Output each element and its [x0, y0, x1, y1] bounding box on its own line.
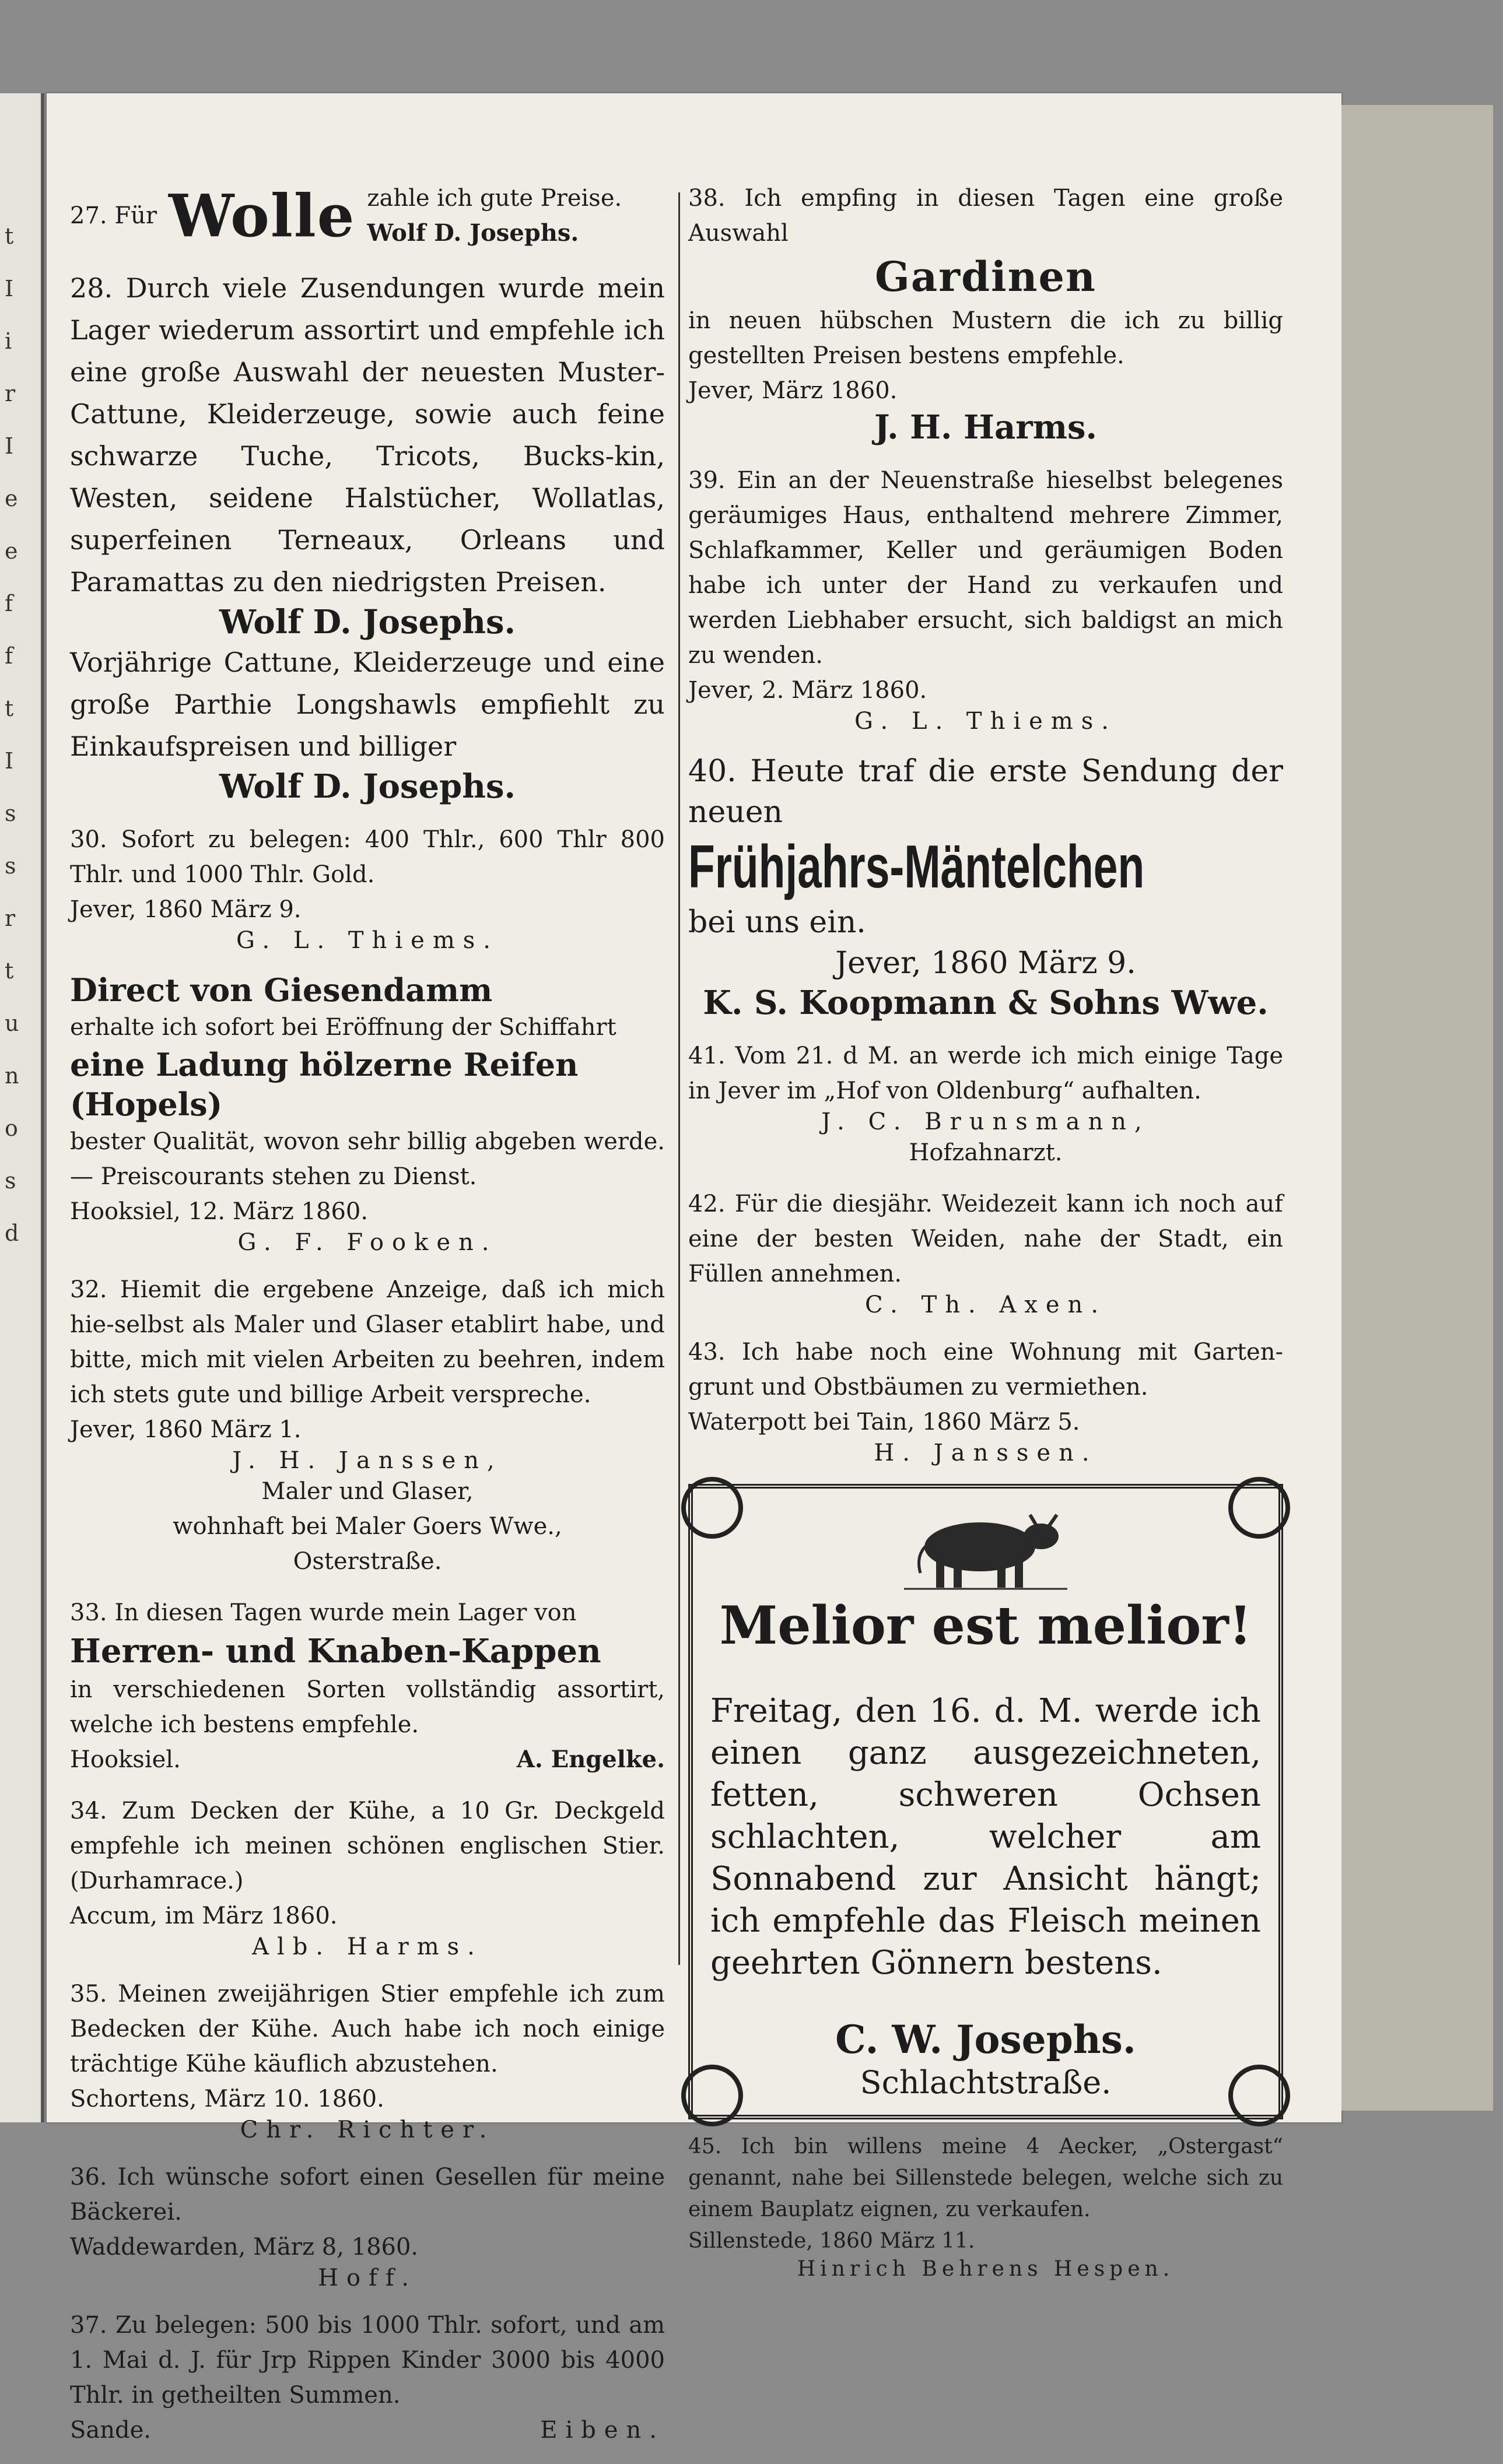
ad-38-date: Jever, März 1860. [688, 377, 898, 404]
ad-33-text-2: in verschiedenen Sorten vollständig assortirt, welche ich bestens empfehle. [70, 1676, 665, 1738]
ad-40-text: 40. Heute traf die erste Sendung der neuen [688, 754, 1283, 830]
ad-45 [688, 2131, 1283, 2281]
ad-27 [70, 181, 665, 251]
ad-44-signature: C. W. Josephs. [835, 2017, 1136, 2062]
ad-32 [70, 1272, 665, 1579]
ad-32-date: Jever, 1860 März 1. [70, 1416, 302, 1443]
left-column [70, 181, 665, 2464]
page-edge [1341, 105, 1493, 2111]
spine-letter: f [5, 591, 13, 616]
ad-34-date: Accum, im März 1860. [70, 1903, 338, 1929]
spine-letter: t [5, 696, 14, 721]
ad-32-line-4: Osterstraße. [293, 1548, 442, 1575]
ad-30 [70, 822, 665, 954]
ad-37-text: 37. Zu belegen: 500 bis 1000 Thlr. sofort, und am 1. Mai d. J. für Jrp Rippen Kinder 3000 bis 4000 Thlr. in getheilten Summen. [70, 2312, 665, 2409]
ad-28-signature-2: Wolf D. Josephs. [219, 767, 516, 806]
adjacent-page-spine [0, 93, 44, 2122]
ad-27-tail: zahle ich gute Preise. [367, 185, 622, 212]
ad-33-text: 33. In diesen Tagen wurde mein Lager von [70, 1599, 577, 1626]
ad-43 [688, 1335, 1283, 1466]
ad-35 [70, 1977, 665, 2143]
spine-letter: n [5, 1063, 19, 1089]
spine-letter: I [5, 748, 14, 774]
ad-40-signature: K. S. Koopmann & Sohns Wwe. [703, 984, 1269, 1022]
ad-34-signature: Alb. Harms. [252, 1933, 483, 1960]
ad-31-text: erhalte ich sofort bei Eröffnung der Schiffahrt [70, 1014, 616, 1041]
ad-31-headline: Direct von Giesendamm [70, 971, 493, 1009]
ad-44-address: Schlachtstraße. [860, 2064, 1112, 2101]
spine-letter: t [5, 958, 14, 984]
spine-letter: u [5, 1010, 19, 1036]
ad-28 [70, 267, 665, 806]
spine-letter: f [5, 643, 13, 669]
ad-45-date: Sillenstede, 1860 März 11. [688, 2229, 975, 2253]
ad-27-headline: Wolle [168, 181, 356, 250]
corner-ornament [1228, 2065, 1290, 2126]
ad-40-date: Jever, 1860 März 9. [835, 946, 1136, 981]
corner-ornament [1228, 1477, 1290, 1539]
ad-39-date: Jever, 2. März 1860. [688, 677, 927, 704]
ad-31-headline-2: eine Ladung hölzerne Reifen (Hopels) [70, 1046, 579, 1123]
ad-37 [70, 2308, 665, 2448]
ad-38-text: 38. Ich empfing in diesen Tagen eine große Auswahl [688, 185, 1283, 247]
newspaper-page [47, 93, 1341, 2444]
ad-39 [688, 463, 1283, 735]
ad-30-signature: G. L. Thiems. [236, 927, 499, 954]
spine-letter: t [5, 223, 14, 249]
spine-letter: r [5, 381, 16, 406]
ad-28-text: 28. Durch viele Zusendungen wurde mein Lager wiederum assortirt und empfehle ich eine große Auswahl der neuesten Muster-Cattune, Kleiderzeuge, sowie auch feine schwarze Tuche, Tricots, Bucks-kin, Westen, seidene Halstücher, Wollatlas, superfeinen Terneaux, Orleans und Paramattas zu den niedrigsten Preisen. [70, 272, 665, 598]
ad-36 [70, 2160, 665, 2291]
spine-letter: e [5, 486, 18, 511]
spine-letter: i [5, 328, 12, 354]
ad-35-signature: Chr. Richter. [240, 2116, 495, 2143]
ad-31-text-2: bester Qualität, wovon sehr billig abgeben werde. — Preiscourants stehen zu Dienst. [70, 1128, 665, 1190]
ad-39-signature: G. L. Thiems. [854, 708, 1117, 735]
spine-letter: I [5, 276, 14, 301]
ad-33-signature: A. Engelke. [516, 1746, 665, 1773]
column-rule [678, 192, 680, 1965]
ad-36-signature: Hoff. [318, 2265, 417, 2291]
ad-44-headline: Melior est melior! [719, 1595, 1252, 1656]
ad-32-line-3: wohnhaft bei Maler Goers Wwe., [173, 1513, 562, 1540]
ad-34-text: 34. Zum Decken der Kühe, a 10 Gr. Deckgeld empfehle ich meinen schönen englischen Stier. (Durhamrace.) [70, 1798, 665, 1894]
ad-37-signature: Eiben. [540, 2417, 665, 2444]
ad-28-signature: Wolf D. Josephs. [219, 603, 516, 641]
ad-32-signature: J. H. Janssen, [232, 1447, 503, 1474]
ad-30-text: 30. Sofort zu belegen: 400 Thlr., 600 Thlr 800 Thlr. und 1000 Thlr. Gold. [70, 826, 665, 888]
ad-42-signature: C. Th. Axen. [864, 1291, 1107, 1318]
ad-32-line-2: Maler und Glaser, [261, 1478, 474, 1505]
ad-43-date: Waterpott bei Tain, 1860 März 5. [688, 1409, 1080, 1435]
ad-35-text: 35. Meinen zweijährigen Stier empfehle ich zum Bedecken der Kühe. Auch habe ich noch einige trächtige Kühe käuflich abzustehen. [70, 1981, 665, 2077]
right-column [688, 181, 1283, 2297]
ad-32-text: 32. Hiemit die ergebene Anzeige, daß ich mich hie-selbst als Maler und Glaser etablirt habe, und bitte, mich mit vielen Arbeiten zu beehren, indem ich stets gute und billige Arbeit verspreche. [70, 1276, 665, 1408]
ad-38-signature: J. H. Harms. [874, 408, 1098, 447]
spine-letter: o [5, 1115, 18, 1141]
ad-28-text-2: Vorjährige Cattune, Kleiderzeuge und eine große Parthie Longshawls empfiehlt zu Einkaufspreisen und billiger [70, 647, 665, 762]
ad-27-number: 27. Für [70, 202, 157, 229]
ox-illustration [892, 1500, 1079, 1593]
spine-letter: r [5, 905, 16, 931]
ad-41-title: Hofzahnarzt. [909, 1139, 1063, 1166]
ad-38 [688, 181, 1283, 447]
ad-42-text: 42. Für die diesjähr. Weidezeit kann ich noch auf eine der besten Weiden, nahe der Stadt, ein Füllen annehmen. [688, 1191, 1283, 1287]
ad-37-place: Sande. [70, 2417, 152, 2444]
spine-letter: s [5, 801, 16, 826]
ad-34 [70, 1793, 665, 1960]
ad-36-text: 36. Ich wünsche sofort einen Gesellen für meine Bäckerei. [70, 2164, 665, 2226]
ad-40 [688, 751, 1283, 1022]
ad-40-headline: Frühjahrs-Mäntelchen [688, 833, 1145, 901]
spine-letter: I [5, 433, 14, 459]
ad-31-date: Hooksiel, 12. März 1860. [70, 1198, 369, 1225]
ad-40-text-2: bei uns ein. [688, 905, 866, 940]
spine-letter: s [5, 1168, 16, 1194]
ad-33-place: Hooksiel. [70, 1746, 181, 1773]
ad-45-text: 45. Ich bin willens meine 4 Aecker, „Ostergast“ genannt, nahe bei Sillenstede belegen, welche sich zu einem Bauplatz eignen, zu verkaufen. [688, 2135, 1283, 2221]
spine-letter: s [5, 853, 16, 879]
ad-30-date: Jever, 1860 März 9. [70, 896, 302, 923]
ad-31-signature: G. F. Fooken. [237, 1229, 498, 1256]
ad-43-signature: H. Janssen. [874, 1440, 1098, 1466]
ad-41-signature: J. C. Brunsmann, [821, 1108, 1150, 1135]
corner-ornament [681, 1477, 743, 1539]
ad-27-signature: Wolf D. Josephs. [367, 219, 579, 247]
ad-41 [688, 1038, 1283, 1170]
ad-33 [70, 1595, 665, 1777]
ad-35-date: Schortens, März 10. 1860. [70, 2086, 384, 2112]
ad-44-frame [688, 1484, 1283, 2119]
ad-43-text: 43. Ich habe noch eine Wohnung mit Garten-grunt und Obstbäumen zu vermiethen. [688, 1339, 1283, 1401]
ad-38-text-2: in neuen hübschen Mustern die ich zu billig gestellten Preisen bestens empfehle. [688, 307, 1283, 369]
spine-letters [5, 210, 28, 1259]
ad-39-text: 39. Ein an der Neuenstraße hieselbst belegenes geräumiges Haus, enthaltend mehrere Zimmer, Schlafkammer, Keller und geräumigen Boden habe ich unter der Hand zu verkaufen und werden Liebhaber ersucht, sich baldigst an mich zu wenden. [688, 467, 1283, 669]
ad-41-text: 41. Vom 21. d M. an werde ich mich einige Tage in Jever im „Hof von Oldenburg“ aufhalten. [688, 1043, 1283, 1104]
spine-letter: d [5, 1220, 19, 1246]
spine-letter: e [5, 538, 18, 564]
ad-36-date: Waddewarden, März 8, 1860. [70, 2234, 419, 2261]
corner-ornament [681, 2065, 743, 2126]
ad-44-text: Freitag, den 16. d. M. werde ich einen ganz ausgezeichneten, fetten, schweren Ochsen schlachten, welcher am Sonnabend zur Ansicht hängt; ich empfehle das Fleisch meinen geehrten Gönnern bestens. [710, 1692, 1261, 1982]
ad-38-headline: Gardinen [875, 252, 1096, 301]
ad-31 [70, 970, 665, 1256]
ad-45-signature: Hinrich Behrens Hespen. [797, 2257, 1175, 2281]
ad-33-headline: Herren- und Knaben-Kappen [70, 1632, 601, 1670]
ad-42 [688, 1187, 1283, 1318]
